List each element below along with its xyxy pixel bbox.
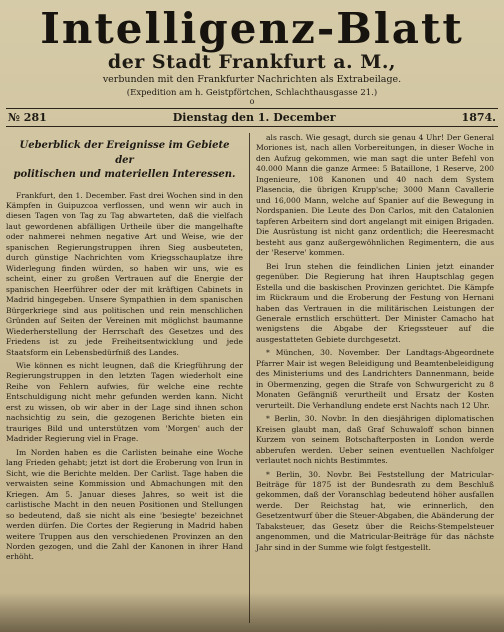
headline-line-1: Ueberblick der Ereignisse im Gebiete der: [19, 140, 230, 166]
dateline: [6, 108, 498, 127]
ornament: o: [249, 97, 255, 106]
issue-date: Dienstag den 1. December: [172, 111, 336, 124]
left-paragraph-2: Wie können es nicht leugnen, daß die Kriegführung der Regierungstruppen in den letzten Tagen wiederholt eine Reihe von Fehlern aufwies, für welche eine rechte Entschuldigung nicht mehr gefunden werden kann. Nicht erst zu wissen, ob wir aber in der Lage sind ihnen schon nachsichtig zu sein, die gezogenen Berichte bieten ein trauriges Bild und unterstützen vom 'Morgen' auch der Madrider Regierung viel in Frage.: [6, 361, 243, 444]
issue-year: 1874.: [461, 111, 496, 124]
right-paragraph-4: * Berlin, 30. Novbr. In den diesjährigen diplomatischen Kreisen glaubt man, daß Graf Schuwaloff schon binnen Kurzem von seinem Botschafterposten in London werde abberufen werden. Ueber seinen eventuellen Nachfolger verlautet noch nichts Bestimmtes.: [256, 414, 494, 466]
newspaper-subline: verbunden mit den Frankfurter Nachrichten als Extrabeilage.: [102, 74, 402, 85]
right-column: [250, 133, 494, 623]
left-paragraph-3: Im Norden haben es die Carlisten beinahe eine Woche lang Frieden gehabt; jetzt ist dort die Eroberung von Irun in Sicht, wie die Berichte melden. Der Carlist. Tage haben die verwaisten seine Kommission und Abmachungen mit den Kriegen. Am 5. Januar dieses Jahres, so weit ist die carlistische Macht in den neuen Positionen und Stellungen so bedeutend, daß sie nicht als eine 'besiegte' bezeichnet werden dürfen. Die Cortes der Regierung in Madrid haben weitere Truppen aus den verschiedenen Provinzen an den Norden gezogen, und die Zahl der Kanonen in ihrer Hand erhöht.: [6, 447, 243, 562]
right-paragraph-3: * München, 30. November. Der Landtags-Abgeordnete Pfarrer Mair ist wegen Beleidigung und Beamtenbeleidigung des Ministeriums und des Landrichters Dannenmann, beide in Obermenzing, gegen die Strafe von Schwurgericht zu 8 Monaten Gefängniß verurtheilt und Ersatz der Kosten verurteilt. Die Verhandlung endete erst Nachts nach 12 Uhr.: [256, 348, 494, 410]
headline-line-2: politischen und materiellen Interessen.: [13, 169, 236, 180]
left-column: [6, 133, 250, 623]
right-paragraph-2: Bei Irun stehen die feindlichen Linien jetzt einander gegenüber. Die Regierung hat ihren Hauptschlag gegen Estella und die baskischen Provinzen gerichtet. Die Kämpfe im Rückraum und die Eroberung der Festung von Hernani haben das Vertrauen in die militärischen Leistungen der Generale ernstlich erschüttert. Der Minister Camacho hat wenigstens die Abgabe der Kriegssteuer auf die ausgestatteten Gebiete durchgesetzt.: [256, 261, 494, 344]
masthead: [6, 4, 498, 106]
left-article-body: [6, 191, 243, 563]
expedition-address: (Expedition am h. Geistpförtchen, Schlachthausgasse 21.): [126, 87, 378, 98]
right-article-body: [256, 133, 494, 553]
right-paragraph-1: als rasch. Wie gesagt, durch sie genau 4 Uhr! Der General Moriones ist, nach allen Vorbereitungen, in dieser Woche in den Aufzug gekommen, wie man sagt die unter Befehl von 40.000 Mann die ganze Armee: 5 Bataillone, 1 Reserve, 200 Ingenieure, 108 Kanonen und 40 nach dem System Plasencia, die übrigen Krupp'sche; 3000 Mann Cavallerie und 16,000 Mann, welche auf Spanier auf die Bewegung in Nordspanien. Die Leute des Don Carlos, mit den Catalonien tapferen Arbeitern sind dort angelangt mit einigen Brigaden. Die Ausrüstung ist nicht ganz ordentlich; die Heeresmacht besteht aus ganz außergewöhnlichen Regimentern, die aus der 'Reserve' kommen.: [256, 133, 494, 258]
article-headline: [10, 139, 239, 183]
newspaper-title: Intelligenz-Blatt: [40, 4, 464, 53]
issue-number: № 281: [8, 111, 47, 124]
article-columns: [6, 133, 498, 623]
right-paragraph-5: * Berlin, 30. Novbr. Bei Feststellung der Matricular-Beiträge für 1875 ist der Bundesrath zu dem Beschluß gekommen, daß der Voranschlag bedeutend höher ausfallen werde. Der Reichstag hat, wie erinnerlich, den Gesetzentwurf über die Steuer-Abgaben, die Abänderung der Tabaksteuer, das Gesetz über die Reichs-Stempelsteuer angenommen, und die Matricular-Beiträge für das nächste Jahr sind in der Summe wie folgt festgestellt.: [256, 469, 494, 552]
newspaper-subtitle: der Stadt Frankfurt a. M.,: [107, 51, 397, 73]
left-paragraph-1: Frankfurt, den 1. December. Fast drei Wochen sind in den Kämpfen in Guipuzcoa verflossen, und wenn wir auch in diesen Tagen von Tag zu Tag abwarteten, daß die vielfach laut gewordenen abfälligen Urtheile über die mangelhafte oder nahmerei nehmen negative Art und Weise, wie der spanischen Regierungstruppen ihren Sieg ausbeuteten, durch günstige Nachrichten vom Kriegsschauplatze ihre Widerlegung finden würden, so haben wir uns, wie es scheint, einer zu großen Vertrauen auf die Energie der spanischen Heerführer oder der mit kräftigen Cabinets in Madrid hingegeben. Unsere Sympathien in dem spanischen Bürgerkriege sind aus politischen und rein menschlichen Gründen auf Seiten der Vereinen mit möglichst baumanne Wiederherstellung der Herrschaft des Gesetzes und des Friedens ist zu jede Freiheitsentwicklung und jede Staatsform ein Lebensbedürfniß des Landes.: [6, 190, 243, 357]
